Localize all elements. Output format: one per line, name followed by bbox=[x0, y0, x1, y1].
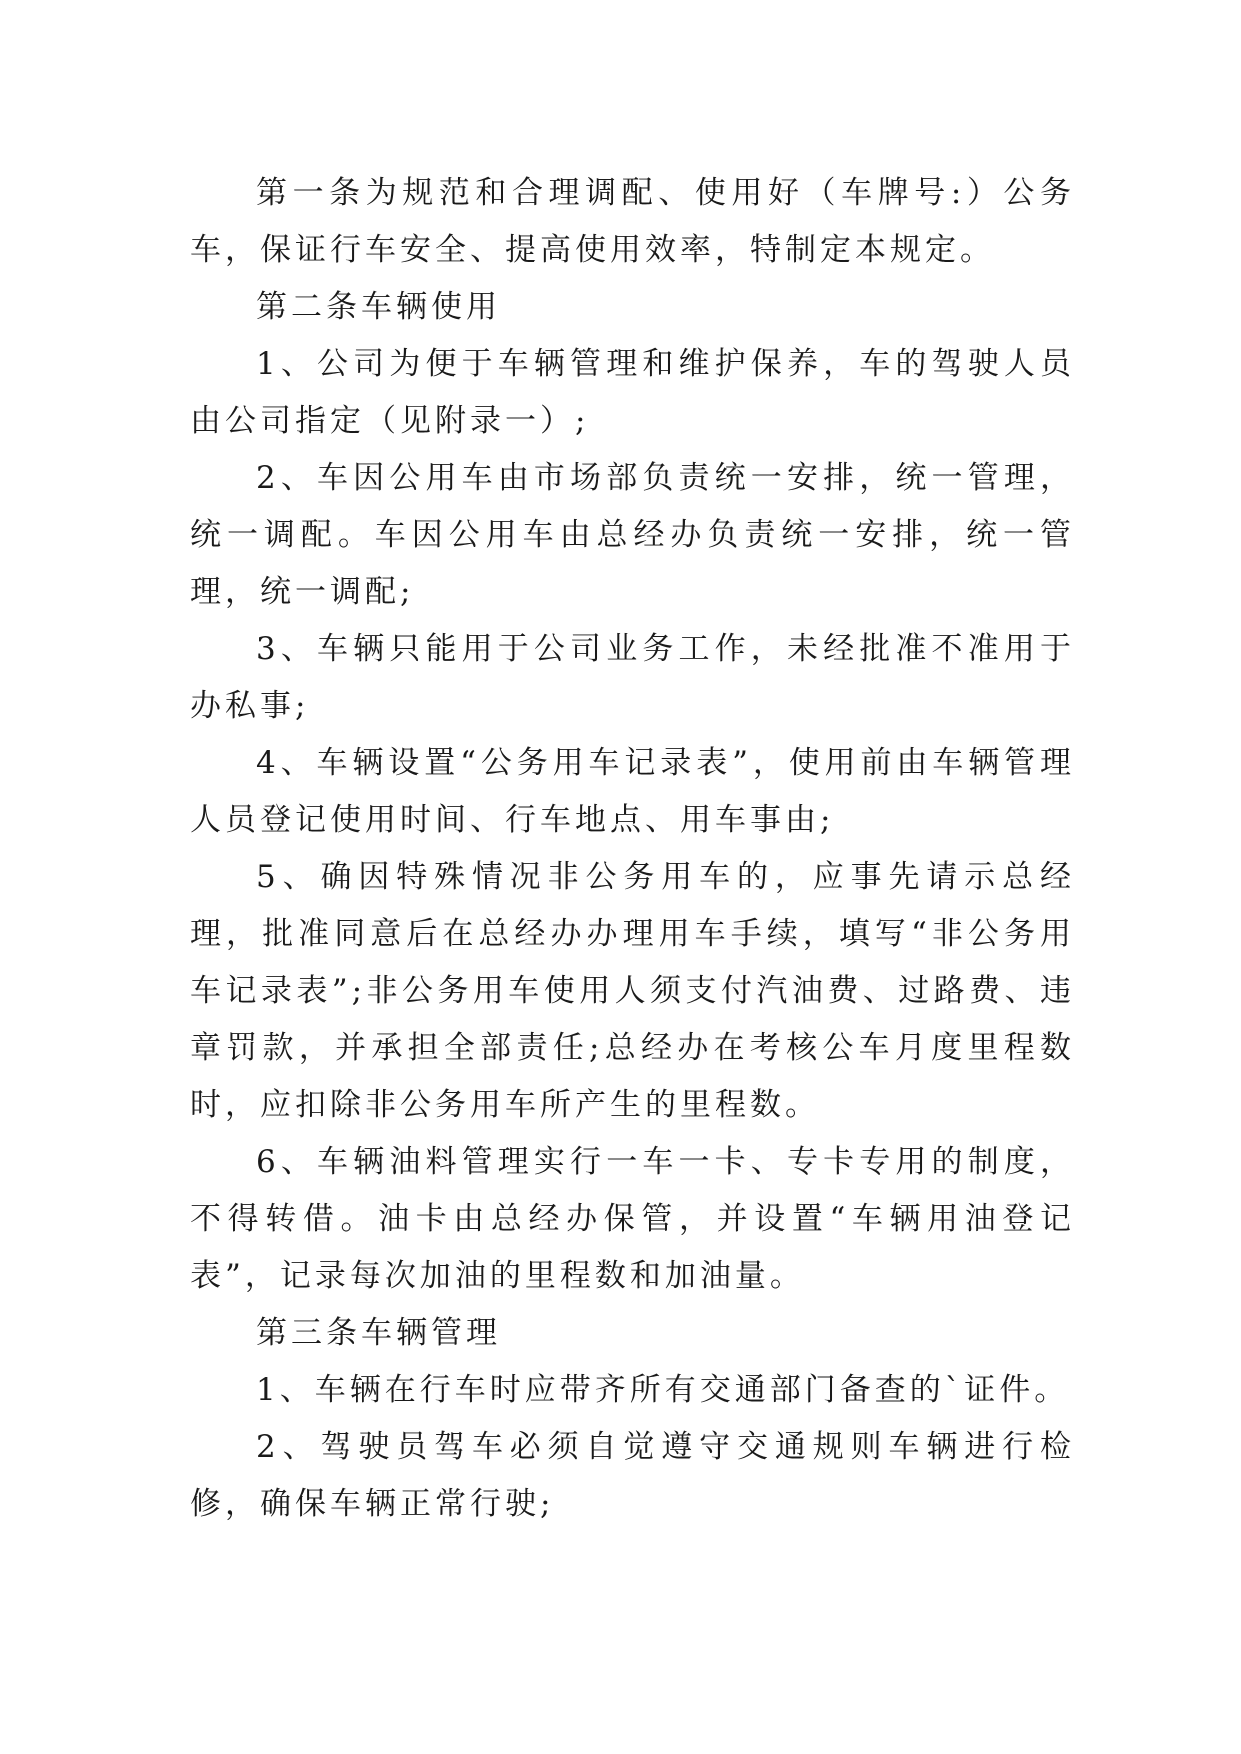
article-2-item-4: 4、车辆设置“公务用车记录表”，使用前由车辆管理人员登记使用时间、行车地点、用车事由; bbox=[190, 745, 1075, 838]
article-2-heading: 第二条车辆使用 bbox=[256, 289, 501, 325]
article-3-item-2: 2、驾驶员驾车必须自觉遵守交通规则车辆进行检修，确保车辆正常行驶; bbox=[190, 1429, 1075, 1522]
document-body bbox=[190, 165, 1075, 1533]
article-2-item-3: 3、车辆只能用于公司业务工作，未经批准不准用于办私事; bbox=[190, 631, 1075, 724]
article-2-item-6: 6、车辆油料管理实行一车一卡、专卡专用的制度，不得转借。油卡由总经办保管，并设置“车辆用油登记表”，记录每次加油的里程数和加油量。 bbox=[190, 1144, 1075, 1294]
article-2-item-5: 5、确因特殊情况非公务用车的，应事先请示总经理，批准同意后在总经办办理用车手续，填写“非公务用车记录表”;非公务用车使用人须支付汽油费、过路费、违章罚款，并承担全部责任;总经办在考核公车月度里程数时，应扣除非公务用车所产生的里程数。 bbox=[190, 859, 1075, 1123]
article-2-item-1: 1、公司为便于车辆管理和维护保养，车的驾驶人员由公司指定（见附录一）; bbox=[190, 346, 1075, 439]
article-3-item-1: 1、车辆在行车时应带齐所有交通部门备查的`证件。 bbox=[256, 1372, 1070, 1408]
article-1-paragraph: 第一条为规范和合理调配、使用好（车牌号:）公务车，保证行车安全、提高使用效率，特制定本规定。 bbox=[190, 175, 1075, 268]
article-3-heading: 第三条车辆管理 bbox=[256, 1315, 501, 1351]
article-2-item-2: 2、车因公用车由市场部负责统一安排，统一管理，统一调配。车因公用车由总经办负责统一安排，统一管理，统一调配; bbox=[190, 460, 1075, 610]
